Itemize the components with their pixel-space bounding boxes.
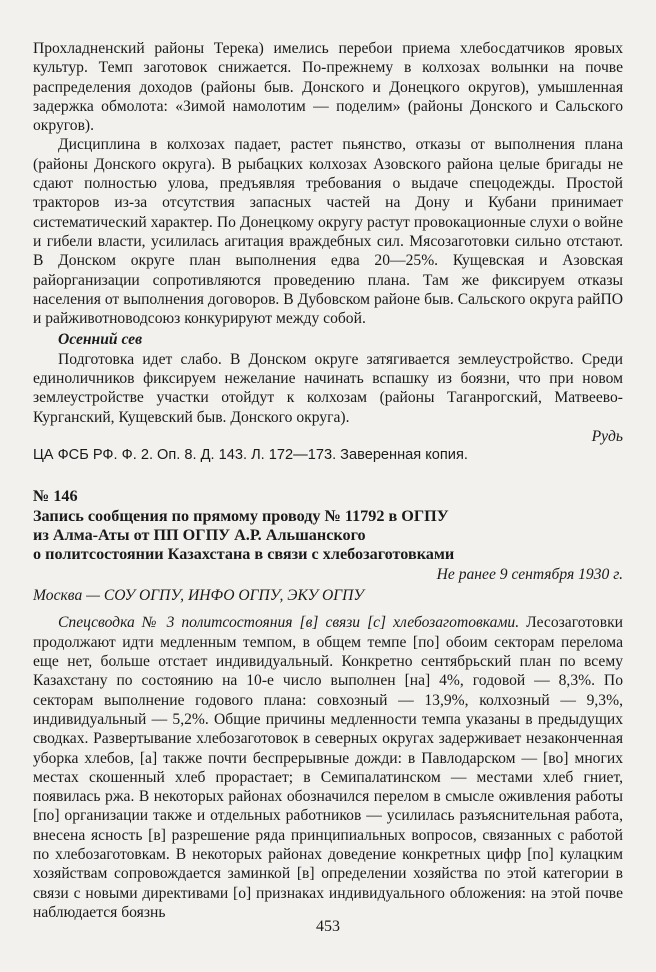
body-lead: Спецсводка № 3 политсостояния [в] связи [с] хлебозаготовками. [58,614,520,632]
top-paragraph-2: Дисциплина в колхозах падает, растет пьянство, отказы от выполнения плана (районы Донского округа). В рыбацких колхозах Азовского района целые бригады не сдают полностью улова, предъявляя требования о выдаче спецодежды. Простой тракторов из-за отсутствия запасных частей на Дону и Кубани принимает систематический характер. По Донецкому округу растут провокационные слухи о войне и гибели власти, усилилась агитация враждебных сил. Мясозаготовки сильно отстают. В Донском округе план выполнения едва 20—25%. Кущевская и Азовская райорганизации сопротивляются проведению плана. Там же фиксируем отказы населения от выполнения договоров. В Дубовском районе быв. Сальского округа райПО и райживотноводсоюз конкурируют между собой. [33,136,623,328]
doc-title-line-2: из Алма-Аты от ПП ОГПУ А.Р. Альшанского [33,526,366,545]
page-number: 453 [316,918,340,935]
doc-date: Не ранее 9 сентября 1930 г. [436,565,623,583]
document-text-column [33,39,623,922]
doc-title-line-1: Запись сообщения по прямому проводу № 11792 в ОГПУ [33,506,449,525]
section-heading: Осенний сев [58,331,143,349]
body-text: Лесозаготовки продолжают идти медленным темпом, в общем темпе [по] обоим секторам перелома еще нет, больше отстает индивидуальный. Конкретно сентябрьский план по всему Казахстану по состоянию на 10-е число выполнен [на] 4%, годовой — 8,3%. По секторам выполнение годового плана: совхозный — 13,9%, колхозный — 9,3%, индивидуальный — 5,2%. Общие причины медленности темпа указаны в предыдущих сводках. Развертывание хлебозаготовок в северных округах задерживает незаконченная уборка хлебов, [а] также почти беспрерывные дожди: в Павлодарском — [во] многих местах скошенный хлеб прорастает; в Семипалатинском — местами хлеб гниет, появилась ржа. В некоторых районах обозначился перелом в смысле оживления работы [по] организации также и отдельных работников — усилилась разъяснительная работа, внесена ясность [в] разрешение ряда принципиальных вопросов, связанных с работой по хлебозаготовкам. В некоторых районах доведение конкретных цифр [по] кулацким хозяйствам сопровождается заминкой [в] определении хозяйства по этой категории в связи с новыми директивами [о] признаках индивидуального обложения: на этой почве наблюдается боязнь [33,614,623,921]
section-paragraph: Подготовка идет слабо. В Донском округе затягивается землеустройство. Среди единоличников фиксируем нежелание начинать вспашку из боязни, что при новом землеустройстве участки отойдут к колхозам (районы Таганрогский, Матвеево-Курганский, Кущевский быв. Донского округа). [33,350,623,426]
top-paragraph-1: Прохладненский районы Терека) имелись перебои приема хлебосдатчиков яровых культур. Темп заготовок снижается. По-прежнему в колхозах волынки на почве распределения доходов (районы быв. Донского и Донецкого округов), умышленная задержка обмолота: «Зимой намолотим — поделим» (районы Донского и Сальского округов). [33,40,623,135]
doc-title-line-3: о политсостоянии Казахстана в связи с хлебозаготовками [33,545,455,564]
addressees: Москва — СОУ ОГПУ, ИНФО ОГПУ, ЭКУ ОГПУ [33,587,364,605]
source-note: ЦА ФСБ РФ. Ф. 2. Оп. 8. Д. 143. Л. 172—173. Заверенная копия. [33,447,468,464]
doc-body [33,613,623,922]
doc-number: № 146 [33,487,78,506]
signature: Рудь [591,427,623,445]
